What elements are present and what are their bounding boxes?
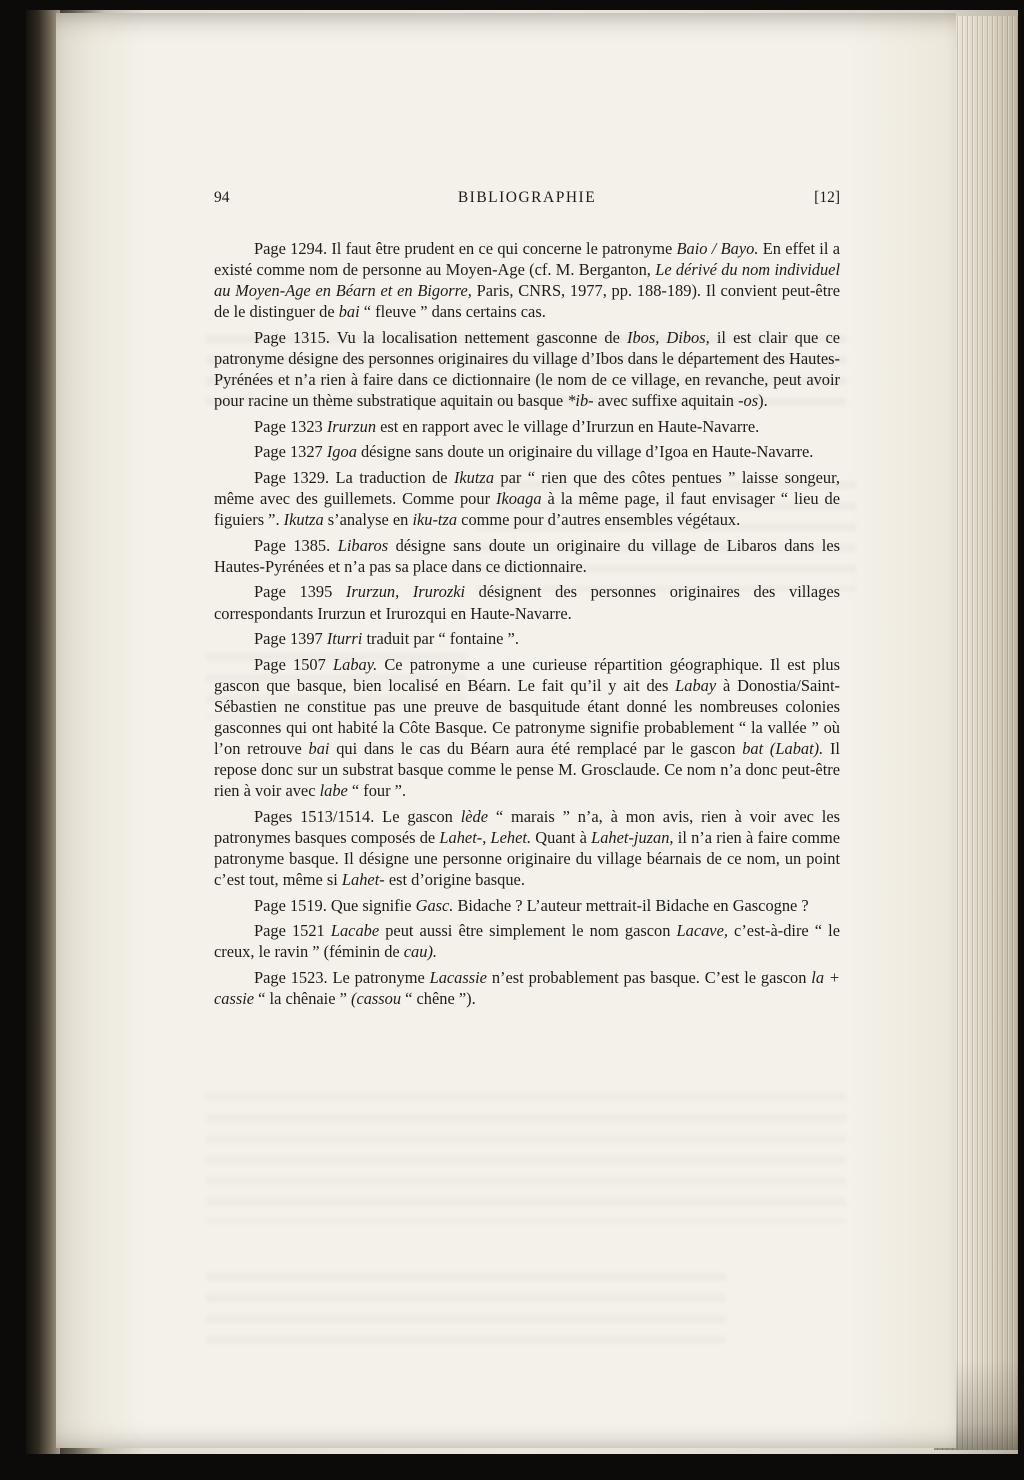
bleedthrough (206, 1093, 846, 1223)
folio-number: [12] (814, 189, 840, 206)
paragraph: Page 1523. Le patronyme Lacassie n’est probablement pas basque. C’est le gascon la + cassie “ la chênaie ” (cassou “ chêne ”). (214, 968, 840, 1009)
page-number: 94 (214, 189, 230, 206)
paragraph: Page 1327 Igoa désigne sans doute un originaire du village d’Igoa en Haute-Navarre. (254, 442, 814, 462)
paragraph: Page 1395 Irurzun, Irurozki désignent des personnes originaires des villages correspondants Irurzun et Irurozqui en Haute-Navarre. (214, 582, 840, 623)
page-content (214, 189, 840, 1014)
running-title: BIBLIOGRAPHIE (457, 189, 597, 206)
paragraph: Pages 1513/1514. Le gascon lède “ marais ” n’a, à mon avis, rien à voir avec les patronymes basques composés de Lahet-, Lehet. Quant à Lahet-juzan, il n’a rien à faire comme patronyme basque. Il désigne une personne originaire du village béarnais de ce nom, un point c’est tout, même si Lahet- est d’origine basque. (214, 806, 840, 890)
paragraph: Page 1519. Que signifie Gasc. Bidache ? L’auteur mettrait-il Bidache en Gascogne ? (254, 895, 809, 915)
paragraph: Page 1385. Libaros désigne sans doute un originaire du village de Libaros dans les Hautes-Pyrénées et n’a pas sa place dans ce dictionnaire. (214, 535, 840, 576)
paragraph: Page 1521 Lacabe peut aussi être simplement le nom gascon Lacave, c’est-à-dire “ le creux, le ravin ” (féminin de cau). (214, 921, 840, 962)
paragraph: Page 1315. Vu la localisation nettement gasconne de Ibos, Dibos, il est clair que ce patronyme désigne des personnes originaires du village d’Ibos dans le département des Hautes-Pyrénées et n’a rien à faire dans ce dictionnaire (le nom de ce village, en revanche, peut avoir pour racine un thème substratique aquitain ou basque *ib- avec suffixe aquitain -os). (214, 327, 840, 411)
book-photo (26, 10, 1018, 1454)
paragraph: Page 1329. La traduction de Ikutza par “ rien que des côtes pentues ” laisse songeur, même avec des guillemets. Comme pour Ikoaga à la même page, il faut envisager “ lieu de figuiers ”. Ikutza s’analyse en iku-tza comme pour d’autres ensembles végétaux. (214, 467, 840, 530)
paragraph: Page 1507 Labay. Ce patronyme a une curieuse répartition géographique. Il est plus gascon que basque, bien localisé en Béarn. Le fait qu’il y ait des Labay à Donostia/Saint-Sébastien ne constitue pas une preuve de basquitude étant donné les nombreuses colonies gasconnes qui ont habité la Côte Basque. Ce patronyme signifie probablement “ la vallée ” où l’on retrouve bai qui dans le cas du Béarn aura été remplacé par le gascon bat (Labat). Il repose donc sur un substrat basque comme le pense M. Grosclaude. Ce nom n’a donc peut-être rien à voir avec labe “ four ”. (214, 654, 840, 801)
text-block (214, 238, 840, 1009)
book-page (56, 13, 956, 1448)
paragraph: Page 1323 Irurzun est en rapport avec le village d’Irurzun en Haute-Navarre. (254, 416, 760, 436)
bleedthrough (206, 1273, 726, 1343)
book-gutter (26, 10, 60, 1454)
paragraph: Page 1294. Il faut être prudent en ce qui concerne le patronyme Baio / Bayo. En effet il a existé comme nom de personne au Moyen-Age (cf. M. Berganton, Le dérivé du nom individuel au Moyen-Age en Béarn et en Bigorre, Paris, CNRS, 1977, pp. 188-189). Il convient peut-être de le distinguer de bai “ fleuve ” dans certains cas. (214, 239, 841, 322)
paragraph: Page 1397 Iturri traduit par “ fontaine ”. (254, 629, 519, 649)
page-header (214, 189, 840, 207)
